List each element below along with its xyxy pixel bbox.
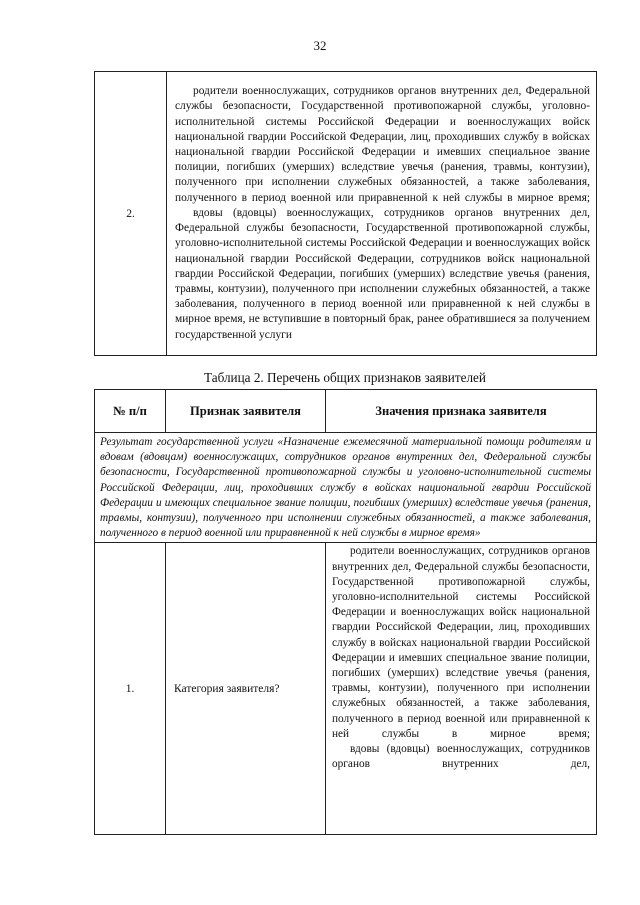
service-result-text: Результат государственной услуги «Назначение ежемесячной материальной помощи родителям и вдовам (вдовцам) военнослужащих, сотрудников органов внутренних дел, Федеральной службы безопасности, Государственной противопожарной службы и уголовно-исполнительной системы Российской Федерации, лиц, проходивших службу в войсках национальной гвардии Российской Федерации и имеющих специальное звание полиции, погибших (умерших) вследствие увечья (ранения, травмы, контузии), полученного при исполнении служебных обязанностей, а также заболевания, полученного в период военной или приравненной к ней службы в мирное время» [95,433,597,543]
header-values: Значения признака заявителя [326,390,597,433]
row-number-cell: 2. [95,72,167,356]
page-number: 32 [313,38,327,53]
table-caption: Таблица 2. Перечень общих признаков заявителей [204,370,486,385]
row-number-cell: 1. [95,543,166,835]
header-sign: Признак заявителя [166,390,326,433]
result-row [95,433,597,543]
table-row [95,543,597,835]
table-row [95,72,597,356]
row-content-cell [167,72,597,356]
value-paragraph-parents: родители военнослужащих, сотрудников органов внутренних дел, Федеральной службы безопасности, Государственной противопожарной службы, уголовно-исполнительной системы Российской Федерации и военнослужащих войск национальной гвардии Российской Федерации, лиц, проходивших службу в войсках национальной гвардии Российской Федерации и имевших специальное звание полиции, погибших (умерших) вследствие увечья (ранения, травмы, контузии), полученного при исполнении служебных обязанностей, а также заболевания, полученного в период военной или приравненной к ней службы в мирное время; [332,545,590,740]
paragraph-parents: родители военнослужащих, сотрудников органов внутренних дел, Федеральной службы безопасности, Государственной противопожарной службы, уголовно-исполнительной системы Российской Федерации и военнослужащих войск национальной гвардии Российской Федерации, лиц, проходивших службу в войсках национальной гвардии Российской Федерации и имевших специальное звание полиции, погибших (умерших) вследствие увечья (ранения, травмы, контузии), полученного при исполнении служебных обязанностей, а также заболевания, полученного в период военной или приравненной к ней службы в мирное время; [175,85,590,204]
sign-value-cell [326,543,597,835]
continued-table [94,71,597,356]
header-number: № п/п [95,390,166,433]
header-row [95,390,597,433]
sign-label-cell: Категория заявителя? [166,543,326,835]
value-paragraph-widows: вдовы (вдовцы) военнослужащих, сотрудников органов внутренних дел, [332,743,590,771]
applicant-signs-table [94,389,597,835]
paragraph-widows: вдовы (вдовцы) военнослужащих, сотрудников органов внутренних дел, Федеральной службы безопасности, Государственной противопожарной службы, уголовно-исполнительной системы Российской Федерации и военнослужащих войск национальной гвардии Российской Федерации, сотрудников войск национальной гвардии Российской Федерации, погибших (умерших) вследствие увечья (ранения, травмы, контузии), полученного при исполнении служебных обязанностей, а также заболевания, полученного в период военной или приравненной к ней службы в мирное время, не вступившие в повторный брак, ранее обратившиеся за получением государственной услуги [175,206,590,341]
